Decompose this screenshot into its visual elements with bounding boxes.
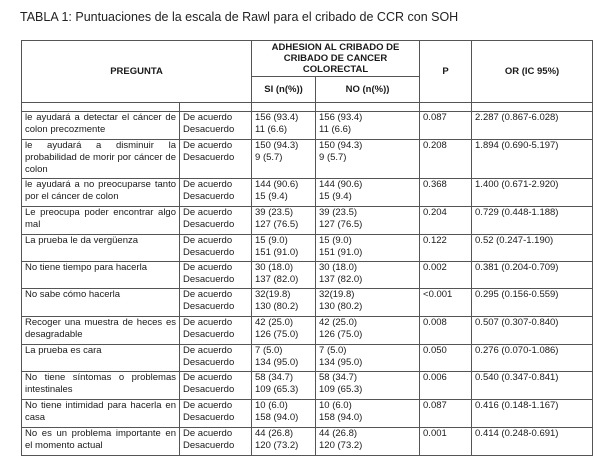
spacer-row xyxy=(22,103,593,112)
no-cell-value: 158 (94.0) xyxy=(319,412,363,423)
header-adhesion: ADHESION AL CRIBADO DE CRIBADO DE CANCER COLORECTAL xyxy=(252,41,420,77)
p-value-cell: 0.006 xyxy=(420,372,472,400)
response-cell-value: Desacuerdo xyxy=(183,124,235,135)
no-cell xyxy=(316,400,420,428)
response-cell-value: Desacuerdo xyxy=(183,384,235,395)
table-row xyxy=(22,179,593,207)
response-cell xyxy=(180,317,252,345)
table-row xyxy=(22,345,593,372)
si-cell-value: 156 (93.4) xyxy=(255,112,299,123)
header-pregunta: PREGUNTA xyxy=(22,41,252,103)
table-row xyxy=(22,400,593,428)
p-value-cell: 0.001 xyxy=(420,428,472,456)
si-cell xyxy=(252,428,316,456)
response-cell xyxy=(180,428,252,456)
si-cell-value: 150 (94.3) xyxy=(255,140,299,151)
table-row xyxy=(22,372,593,400)
si-cell-value: 127 (76.5) xyxy=(255,219,299,230)
odds-ratio-cell: 1.894 (0.690-5.197) xyxy=(472,140,593,179)
table-row xyxy=(22,207,593,235)
si-cell-value: 30 (18.0) xyxy=(255,262,294,273)
no-cell xyxy=(316,235,420,262)
response-cell-value: Desacuerdo xyxy=(183,440,235,451)
si-cell xyxy=(252,207,316,235)
question-cell: No tiene síntomas o problemas intestinales xyxy=(22,372,180,400)
response-cell-value: De acuerdo xyxy=(183,317,233,328)
no-cell-value: 126 (75.0) xyxy=(319,329,363,340)
response-cell-value: Desacuerdo xyxy=(183,301,235,312)
no-cell-value: 127 (76.5) xyxy=(319,219,363,230)
response-cell-value: De acuerdo xyxy=(183,179,233,190)
no-cell xyxy=(316,372,420,400)
header-or: OR (IC 95%) xyxy=(472,41,593,103)
response-cell-value: Desacuerdo xyxy=(183,191,235,202)
question-cell: le ayudará a disminuir la probabilidad de morir por cáncer de colon xyxy=(22,140,180,179)
no-cell-value: 9 (5.7) xyxy=(319,152,347,163)
response-cell xyxy=(180,262,252,289)
si-cell-value: 158 (94.0) xyxy=(255,412,299,423)
si-cell-value: 130 (80.2) xyxy=(255,301,299,312)
si-cell-value: 15 (9.0) xyxy=(255,235,288,246)
no-cell-value: 120 (73.2) xyxy=(319,440,363,451)
response-cell-value: Desacuerdo xyxy=(183,274,235,285)
p-value-cell: 0.002 xyxy=(420,262,472,289)
odds-ratio-cell: 0.507 (0.307-0.840) xyxy=(472,317,593,345)
response-cell-value: De acuerdo xyxy=(183,112,233,123)
response-cell xyxy=(180,235,252,262)
response-cell xyxy=(180,372,252,400)
odds-ratio-cell: 0.381 (0.204-0.709) xyxy=(472,262,593,289)
no-cell-value: 156 (93.4) xyxy=(319,112,363,123)
question-cell: No tiene intimidad para hacerla en casa xyxy=(22,400,180,428)
results-table xyxy=(21,40,593,456)
question-cell: Recoger una muestra de heces es desagradable xyxy=(22,317,180,345)
response-cell xyxy=(180,345,252,372)
odds-ratio-cell: 0.295 (0.156-0.559) xyxy=(472,289,593,317)
table-row xyxy=(22,317,593,345)
response-cell-value: De acuerdo xyxy=(183,235,233,246)
question-cell: No es un problema importante en el momento actual xyxy=(22,428,180,456)
question-cell: le ayudará a detectar el cáncer de colon precozmente xyxy=(22,112,180,140)
response-cell-value: De acuerdo xyxy=(183,289,233,300)
response-cell-value: De acuerdo xyxy=(183,400,233,411)
no-cell-value: 109 (65.3) xyxy=(319,384,363,395)
no-cell xyxy=(316,345,420,372)
header-p: P xyxy=(420,41,472,103)
si-cell-value: 126 (75.0) xyxy=(255,329,299,340)
no-cell xyxy=(316,262,420,289)
si-cell-value: 109 (65.3) xyxy=(255,384,299,395)
question-cell: La prueba es cara xyxy=(22,345,180,372)
response-cell-value: Desacuerdo xyxy=(183,412,235,423)
no-cell-value: 32(19.8) xyxy=(319,289,355,300)
si-cell xyxy=(252,262,316,289)
si-cell-value: 144 (90.6) xyxy=(255,179,299,190)
table-row xyxy=(22,262,593,289)
odds-ratio-cell: 0.414 (0.248-0.691) xyxy=(472,428,593,456)
p-value-cell: 0.368 xyxy=(420,179,472,207)
si-cell xyxy=(252,179,316,207)
p-value-cell: 0.050 xyxy=(420,345,472,372)
si-cell-value: 58 (34.7) xyxy=(255,372,294,383)
question-cell: No tiene tiempo para hacerla xyxy=(22,262,180,289)
no-cell-value: 7 (5.0) xyxy=(319,345,347,356)
no-cell-value: 39 (23.5) xyxy=(319,207,358,218)
no-cell xyxy=(316,179,420,207)
response-cell-value: De acuerdo xyxy=(183,262,233,273)
p-value-cell: 0.008 xyxy=(420,317,472,345)
p-value-cell: 0.087 xyxy=(420,112,472,140)
p-value-cell: 0.204 xyxy=(420,207,472,235)
odds-ratio-cell: 0.276 (0.070-1.086) xyxy=(472,345,593,372)
si-cell xyxy=(252,112,316,140)
no-cell-value: 151 (91.0) xyxy=(319,247,363,258)
response-cell-value: Desacuerdo xyxy=(183,247,235,258)
response-cell xyxy=(180,207,252,235)
p-value-cell: 0.087 xyxy=(420,400,472,428)
odds-ratio-cell: 0.540 (0.347-0.841) xyxy=(472,372,593,400)
si-cell-value: 32(19.8) xyxy=(255,289,291,300)
odds-ratio-cell: 0.416 (0.148-1.167) xyxy=(472,400,593,428)
no-cell-value: 130 (80.2) xyxy=(319,301,363,312)
table-body xyxy=(22,112,593,456)
response-cell-value: De acuerdo xyxy=(183,207,233,218)
header-no: NO (n(%)) xyxy=(316,77,420,103)
table-row xyxy=(22,140,593,179)
response-cell xyxy=(180,289,252,317)
response-cell-value: Desacuerdo xyxy=(183,152,235,163)
no-cell-value: 30 (18.0) xyxy=(319,262,358,273)
question-cell: Le preocupa poder encontrar algo mal xyxy=(22,207,180,235)
question-cell: No sabe cómo hacerla xyxy=(22,289,180,317)
si-cell xyxy=(252,289,316,317)
si-cell-value: 39 (23.5) xyxy=(255,207,294,218)
si-cell-value: 134 (95.0) xyxy=(255,357,299,368)
response-cell-value: Desacuerdo xyxy=(183,357,235,368)
table-title: TABLA 1: Puntuaciones de la escala de Rawl para el cribado de CCR con SOH xyxy=(20,10,459,24)
no-cell-value: 58 (34.7) xyxy=(319,372,358,383)
no-cell-value: 134 (95.0) xyxy=(319,357,363,368)
table-row xyxy=(22,235,593,262)
no-cell xyxy=(316,140,420,179)
response-cell-value: Desacuerdo xyxy=(183,329,235,340)
p-value-cell: <0.001 xyxy=(420,289,472,317)
si-cell xyxy=(252,345,316,372)
question-cell: La prueba le da vergüenza xyxy=(22,235,180,262)
response-cell xyxy=(180,112,252,140)
si-cell-value: 7 (5.0) xyxy=(255,345,283,356)
p-value-cell: 0.208 xyxy=(420,140,472,179)
odds-ratio-cell: 2.287 (0.867-6.028) xyxy=(472,112,593,140)
no-cell-value: 144 (90.6) xyxy=(319,179,363,190)
question-cell: le ayudará a no preocuparse tanto por el cáncer de colon xyxy=(22,179,180,207)
response-cell-value: De acuerdo xyxy=(183,140,233,151)
si-cell-value: 42 (25.0) xyxy=(255,317,294,328)
no-cell xyxy=(316,317,420,345)
si-cell-value: 15 (9.4) xyxy=(255,191,288,202)
table-row xyxy=(22,112,593,140)
si-cell-value: 151 (91.0) xyxy=(255,247,299,258)
si-cell xyxy=(252,372,316,400)
si-cell xyxy=(252,400,316,428)
header-si: SI (n(%)) xyxy=(252,77,316,103)
si-cell-value: 137 (82.0) xyxy=(255,274,299,285)
no-cell-value: 42 (25.0) xyxy=(319,317,358,328)
odds-ratio-cell: 0.729 (0.448-1.188) xyxy=(472,207,593,235)
si-cell xyxy=(252,235,316,262)
response-cell xyxy=(180,400,252,428)
no-cell-value: 10 (6.0) xyxy=(319,400,352,411)
response-cell-value: De acuerdo xyxy=(183,372,233,383)
odds-ratio-cell: 1.400 (0.671-2.920) xyxy=(472,179,593,207)
response-cell xyxy=(180,140,252,179)
no-cell-value: 15 (9.4) xyxy=(319,191,352,202)
p-value-cell: 0.122 xyxy=(420,235,472,262)
no-cell-value: 150 (94.3) xyxy=(319,140,363,151)
si-cell xyxy=(252,140,316,179)
no-cell-value: 44 (26.8) xyxy=(319,428,358,439)
response-cell-value: De acuerdo xyxy=(183,428,233,439)
no-cell-value: 11 (6.6) xyxy=(319,124,352,135)
si-cell xyxy=(252,317,316,345)
no-cell xyxy=(316,207,420,235)
no-cell xyxy=(316,428,420,456)
response-cell xyxy=(180,179,252,207)
response-cell-value: De acuerdo xyxy=(183,345,233,356)
table-row xyxy=(22,428,593,456)
si-cell-value: 10 (6.0) xyxy=(255,400,288,411)
no-cell-value: 15 (9.0) xyxy=(319,235,352,246)
si-cell-value: 9 (5.7) xyxy=(255,152,283,163)
odds-ratio-cell: 0.52 (0.247-1.190) xyxy=(472,235,593,262)
no-cell xyxy=(316,289,420,317)
table-row xyxy=(22,289,593,317)
response-cell-value: Desacuerdo xyxy=(183,219,235,230)
si-cell-value: 11 (6.6) xyxy=(255,124,288,135)
no-cell xyxy=(316,112,420,140)
no-cell-value: 137 (82.0) xyxy=(319,274,363,285)
si-cell-value: 120 (73.2) xyxy=(255,440,299,451)
si-cell-value: 44 (26.8) xyxy=(255,428,294,439)
